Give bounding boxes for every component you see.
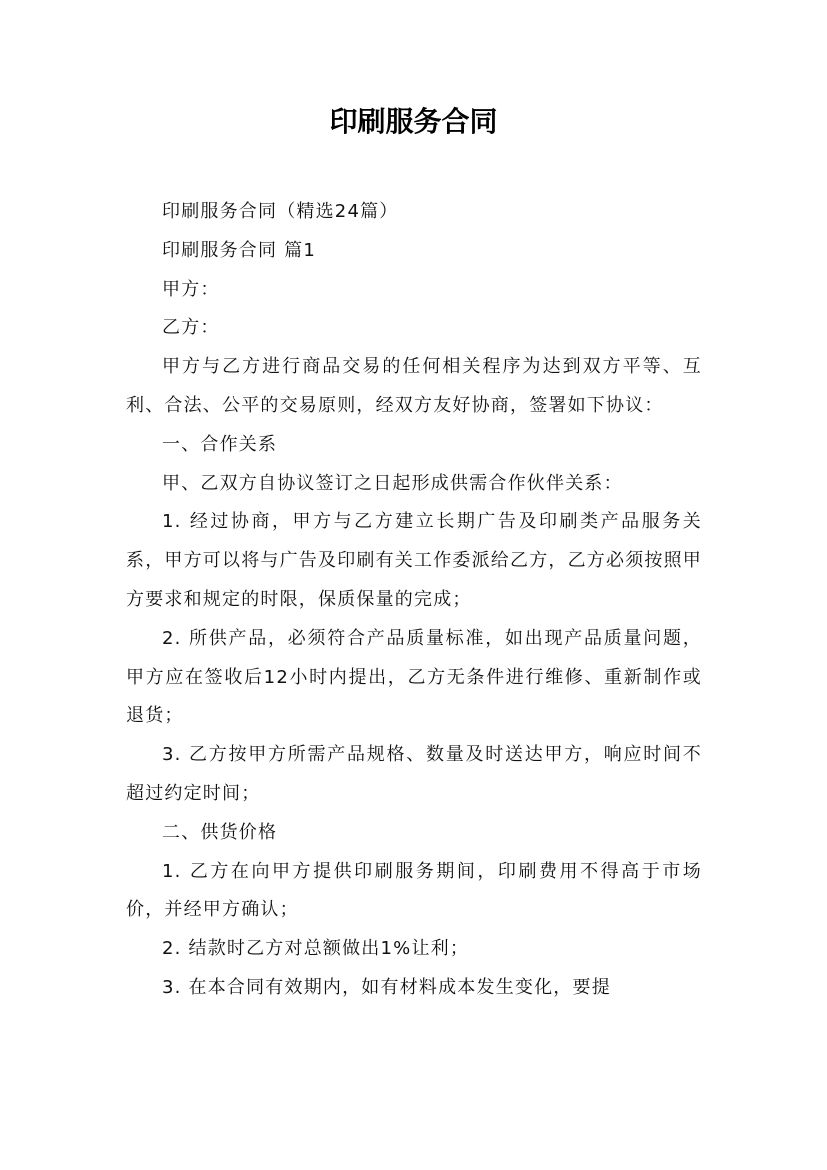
- paragraph-price-2: 2. 结款时乙方对总额做出1%让利；: [162, 938, 470, 960]
- paragraph-section-heading: 印刷服务合同 篇1: [162, 239, 316, 261]
- paragraph-party-b: 乙方：: [162, 317, 220, 339]
- paragraph-price-1: 1. 乙方在向甲方提供印刷服务期间，印刷费用不得高于市场价，并经甲方确认；: [126, 860, 702, 921]
- paragraph-cooperation-intro: 甲、乙双方自协议签订之日起形成供需合作伙伴关系：: [162, 472, 623, 494]
- document-body: [126, 193, 702, 1008]
- paragraph-preamble: 甲方与乙方进行商品交易的任何相关程序为达到双方平等、互利、合法、公平的交易原则，经双方友好协商，签署如下协议：: [126, 356, 702, 416]
- paragraph-party-a: 甲方：: [162, 278, 220, 300]
- paragraph-price-3: 3. 在本合同有效期内，如有材料成本发生变化，要提: [162, 976, 611, 998]
- paragraph-cooperation-3: 3. 乙方按甲方所需产品规格、数量及时送达甲方，响应时间不超过约定时间；: [126, 744, 702, 804]
- paragraph-heading-cooperation: 一、合作关系: [162, 433, 278, 455]
- paragraph-cooperation-2: 2. 所供产品，必须符合产品质量标准，如出现产品质量问题，甲方应在签收后12小时内提出，乙方无条件进行维修、重新制作或退货；: [126, 627, 702, 727]
- paragraph-heading-price: 二、供货价格: [162, 821, 278, 843]
- paragraph-subtitle: 印刷服务合同（精选24篇）: [162, 201, 399, 222]
- paragraph-cooperation-1: 1. 经过协商，甲方与乙方建立长期广告及印刷类产品服务关系，甲方可以将与广告及印刷有关工作委派给乙方，乙方必须按照甲方要求和规定的时限，保质保量的完成；: [126, 511, 702, 610]
- document-title: 印刷服务合同: [329, 105, 498, 138]
